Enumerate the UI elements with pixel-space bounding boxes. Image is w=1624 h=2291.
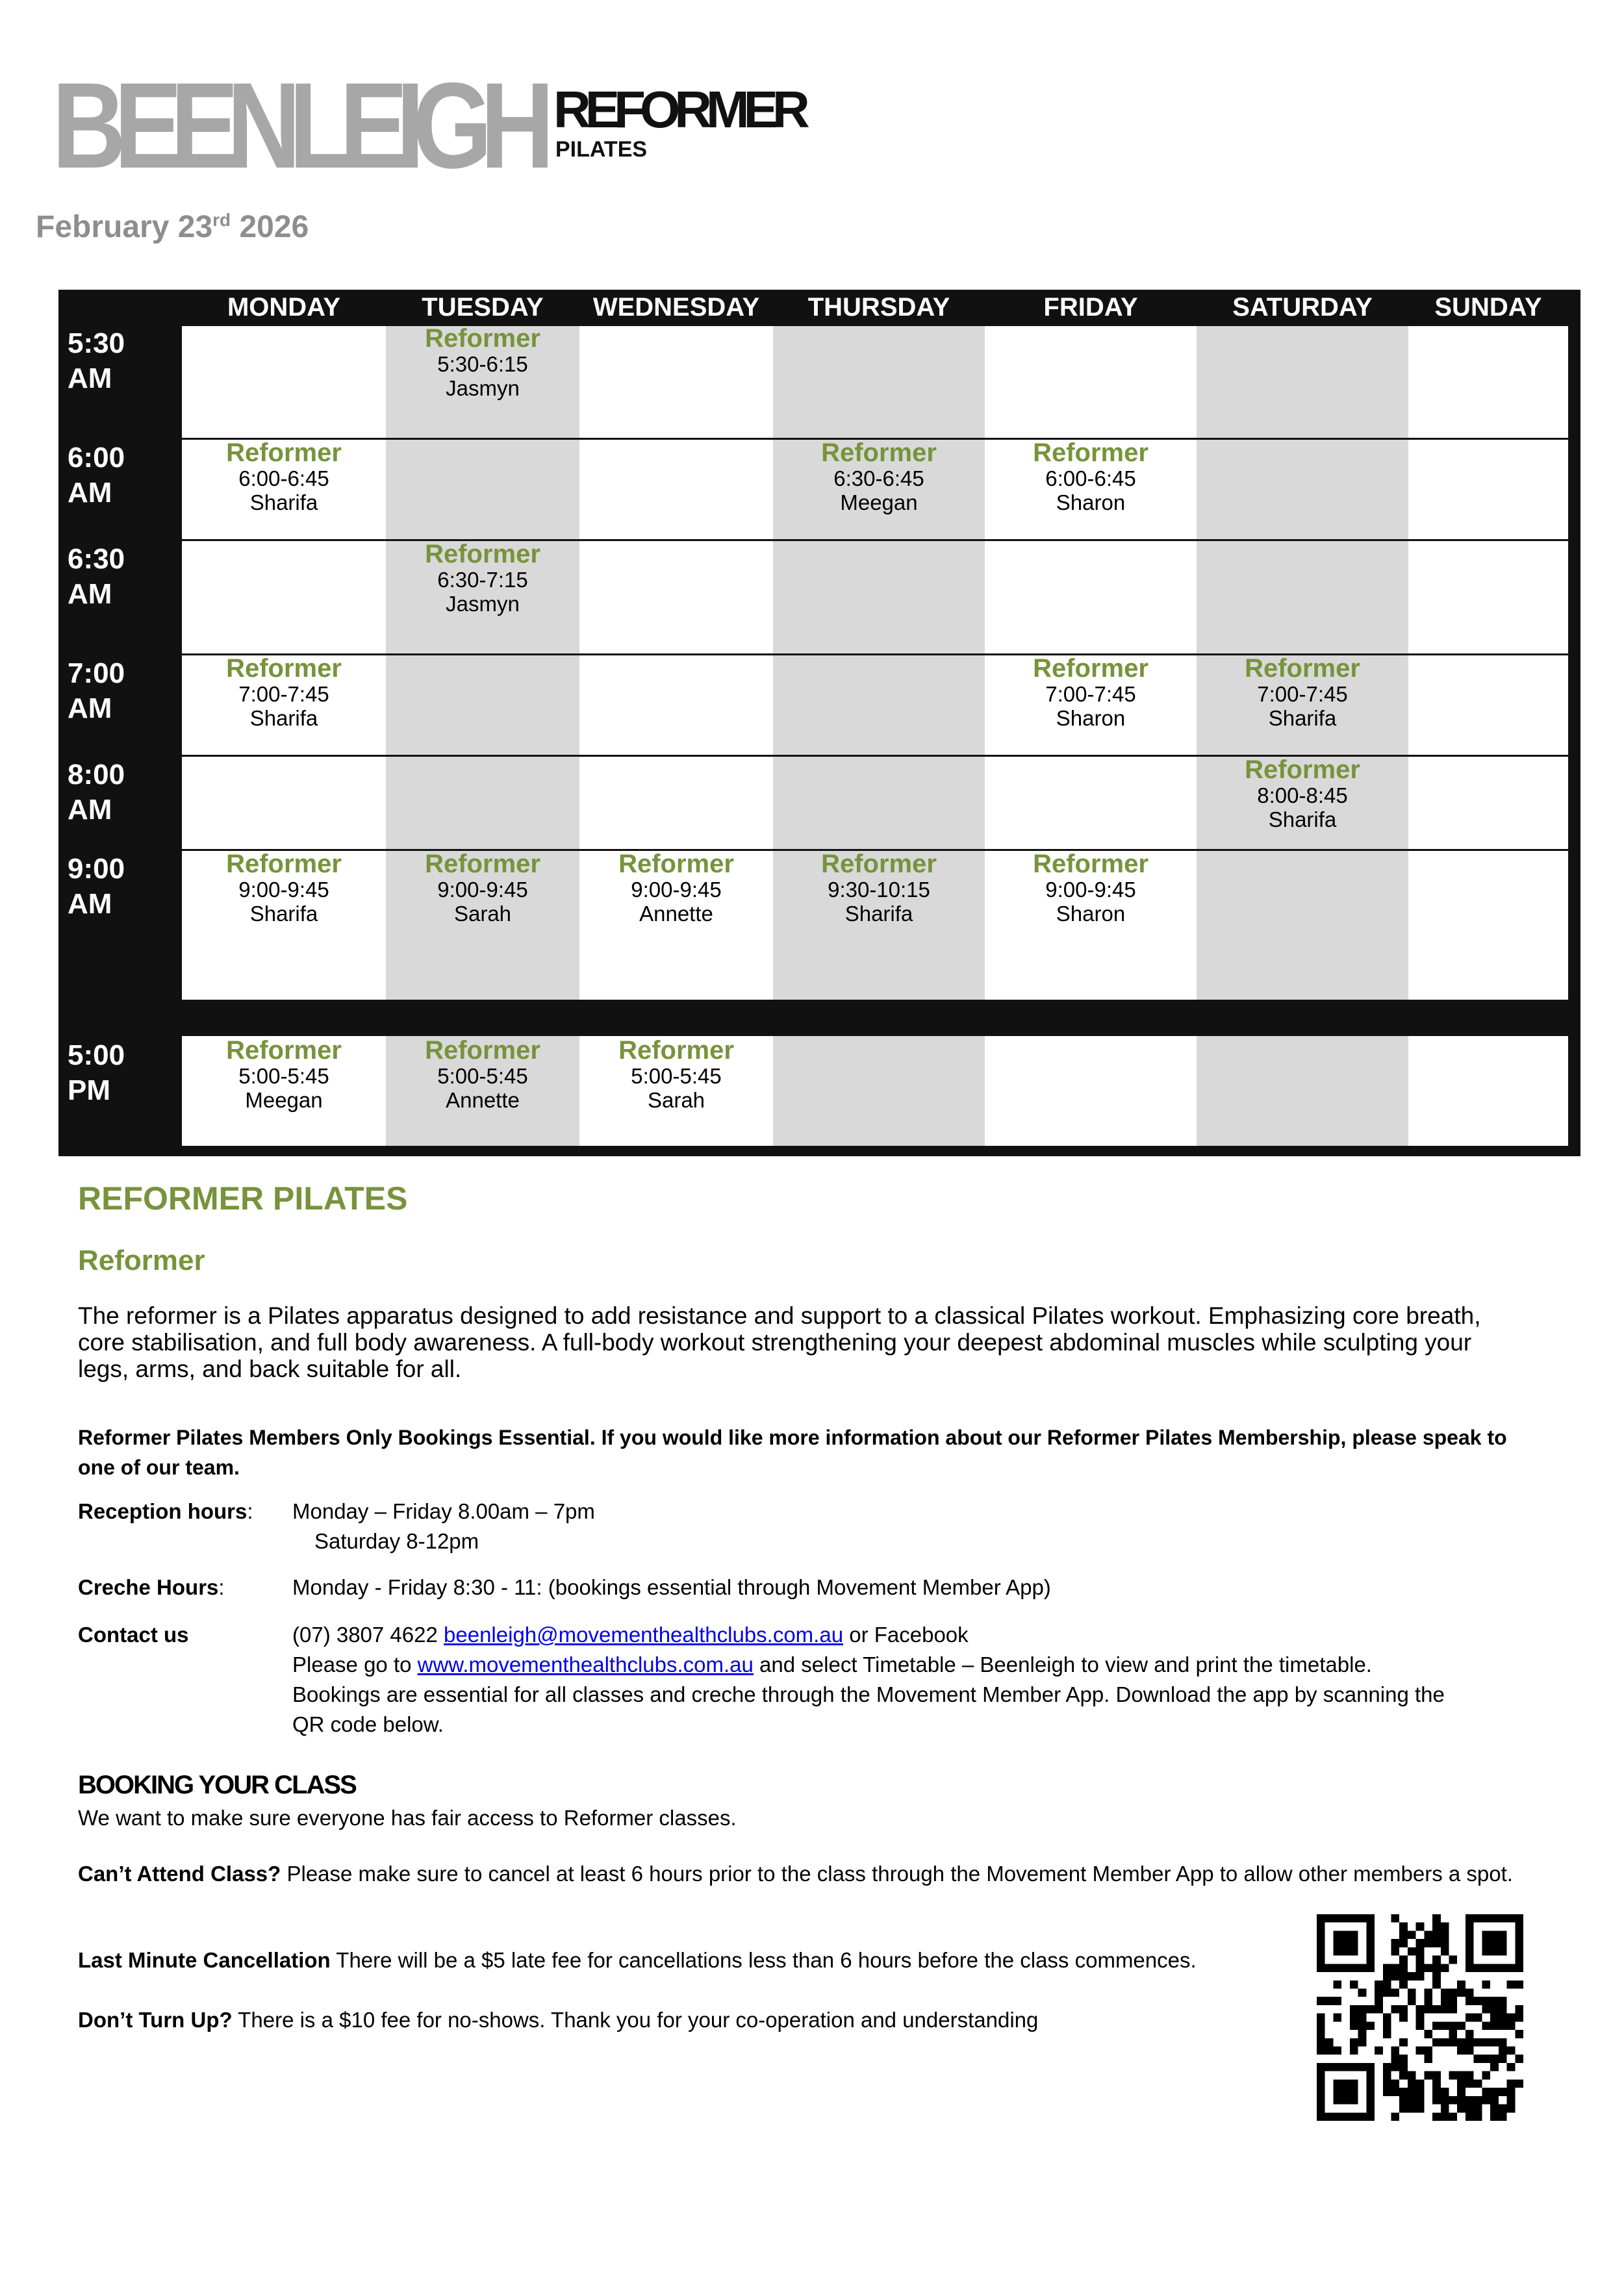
class-slot[interactable] [985, 655, 1197, 730]
website-link[interactable]: www.movementhealthclubs.com.au [417, 1652, 754, 1677]
day-header-sunday: SUNDAY [1434, 293, 1542, 322]
time-slot-label: 6:30 AM [68, 543, 125, 610]
email-link[interactable]: beenleigh@movementhealthclubs.com.au [444, 1623, 844, 1647]
day-header-thursday: THURSDAY [807, 293, 950, 322]
timetable-date [36, 209, 309, 245]
class-slot[interactable] [182, 439, 386, 514]
class-instructor: Sharifa [844, 902, 913, 926]
class-time: 6:30-7:15 [437, 568, 528, 592]
class-instructor: Sharifa [249, 706, 318, 730]
class-name: Reformer [1033, 438, 1148, 467]
class-time: 5:30-6:15 [437, 352, 528, 376]
class-time: 7:00-7:45 [1045, 682, 1136, 706]
class-slot[interactable] [182, 850, 386, 926]
creche-hours: Monday - Friday 8:30 - 11: (bookings essential through Movement Member App) [292, 1575, 1051, 1599]
reformer-description: The reformer is a Pilates apparatus designed to add resistance and support to a classical Pilates workout. Emphasizing core breath, core stabilisation, and full body awareness. A full-body workout strengthening your deepest abdominal muscles while sculpting your legs, arms, and back suitable for all. [78, 1302, 1481, 1382]
time-slot-label: 6:00 AM [68, 442, 125, 509]
phone-number[interactable]: (07) 3807 4622 [292, 1623, 444, 1647]
time-slot-label: 8:00 AM [68, 759, 125, 826]
class-instructor: Sharifa [249, 490, 318, 514]
class-slot[interactable] [1197, 756, 1408, 831]
class-time: 9:30-10:15 [828, 878, 930, 902]
class-slot[interactable] [182, 1037, 386, 1112]
logo-pilates: PILATES [555, 137, 648, 162]
class-slot[interactable] [579, 850, 773, 926]
class-name: Reformer [1245, 755, 1360, 784]
no-show-policy: Don’t Turn Up? There is a $10 fee for no-shows. Thank you for your co-operation and understanding [78, 2008, 1039, 2032]
class-time: 9:00-9:45 [1045, 878, 1136, 902]
class-instructor: Sharifa [1268, 807, 1337, 831]
date-suffix: rd [212, 210, 231, 230]
time-slot-label: 7:00 AM [68, 657, 125, 724]
class-slot[interactable] [386, 1037, 579, 1112]
section-subtitle: Reformer [78, 1245, 205, 1276]
class-name: Reformer [425, 324, 540, 353]
class-instructor: Meegan [245, 1088, 323, 1112]
logo-reformer: REFORMER [553, 81, 804, 138]
section-title: REFORMER PILATES [78, 1180, 408, 1217]
class-name: Reformer [425, 1036, 540, 1065]
class-time: 7:00-7:45 [238, 682, 329, 706]
class-name: Reformer [226, 1036, 342, 1065]
creche-label: Creche Hours: [78, 1575, 225, 1599]
class-instructor: Annette [639, 902, 713, 926]
class-instructor: Sharon [1056, 706, 1126, 730]
class-time: 9:00-9:45 [631, 878, 722, 902]
class-name: Reformer [821, 438, 937, 467]
class-name: Reformer [226, 438, 342, 467]
class-instructor: Sarah [453, 902, 512, 926]
class-time: 6:00-6:45 [238, 466, 329, 490]
class-instructor: Sharifa [1268, 706, 1337, 730]
class-instructor: Jasmyn [446, 592, 520, 616]
afternoon-break [182, 1000, 1568, 1036]
class-name: Reformer [226, 850, 342, 878]
time-slot-label: 9:00 AM [68, 853, 125, 920]
class-instructor: Meegan [840, 490, 918, 514]
class-slot[interactable] [579, 1037, 773, 1112]
contact-label: Contact us [78, 1623, 189, 1647]
cant-attend-policy: Can’t Attend Class? Please make sure to cancel at least 6 hours prior to the class through the Movement Member App to allow other members a spot. [78, 1862, 1513, 1886]
class-slot[interactable] [1197, 655, 1408, 730]
class-name: Reformer [821, 850, 937, 878]
class-time: 9:00-9:45 [437, 878, 528, 902]
date-main: February 23 [36, 210, 213, 244]
class-time: 9:00-9:45 [238, 878, 329, 902]
day-header-monday: MONDAY [227, 293, 341, 322]
class-time: 5:00-5:45 [437, 1064, 528, 1088]
class-name: Reformer [425, 540, 540, 568]
day-header-tuesday: TUESDAY [422, 293, 544, 322]
class-time: 5:00-5:45 [631, 1064, 722, 1088]
time-slot-label: 5:00 PM [68, 1039, 125, 1106]
class-time: 6:30-6:45 [833, 466, 924, 490]
class-slot[interactable] [182, 655, 386, 730]
class-slot[interactable] [386, 540, 579, 616]
date-year: 2026 [231, 210, 309, 244]
class-instructor: Sharon [1056, 902, 1126, 926]
class-name: Reformer [1033, 654, 1148, 683]
class-time: 6:00-6:45 [1045, 466, 1136, 490]
class-slot[interactable] [773, 439, 985, 514]
contact-details: (07) 3807 4622 beenleigh@movementhealthclubs.com.au or Facebook Please go to www.movementhealthclubs.com.au and select Timetable – Beenleigh to view and print the timetable. Bookings are essential for all classes and creche through the Movement Member App. Download the app by scanning the QR code below. [292, 1623, 1445, 1736]
booking-heading: BOOKING YOUR CLASS [78, 1771, 356, 1799]
class-instructor: Sharon [1056, 490, 1126, 514]
class-slot[interactable] [985, 439, 1197, 514]
class-instructor: Sarah [647, 1088, 705, 1112]
class-instructor: Annette [446, 1088, 520, 1112]
class-slot[interactable] [386, 850, 579, 926]
class-name: Reformer [226, 654, 342, 683]
logo-beenleigh: BEENLEIGH [52, 57, 542, 194]
class-name: Reformer [618, 1036, 734, 1065]
qr-code-icon[interactable] [1317, 1914, 1523, 2121]
class-slot[interactable] [985, 850, 1197, 926]
class-time: 5:00-5:45 [238, 1064, 329, 1088]
day-header-friday: FRIDAY [1043, 293, 1138, 322]
class-name: Reformer [425, 850, 540, 878]
class-time: 7:00-7:45 [1257, 682, 1348, 706]
day-header-wednesday: WEDNESDAY [592, 293, 760, 322]
late-cancellation-policy: Last Minute Cancellation There will be a $5 late fee for cancellations less than 6 hours before the class commences. [78, 1948, 1197, 1972]
class-slot[interactable] [386, 325, 579, 400]
class-timetable [58, 290, 1580, 1156]
class-name: Reformer [1033, 850, 1148, 878]
time-slot-label: 5:30 AM [68, 327, 125, 394]
class-name: Reformer [618, 850, 734, 878]
class-time: 8:00-8:45 [1257, 783, 1348, 807]
reception-hours: Monday – Friday 8.00am – 7pm Saturday 8-12pm [292, 1499, 595, 1553]
class-slot[interactable] [773, 850, 985, 926]
class-instructor: Sharifa [249, 902, 318, 926]
day-header-saturday: SATURDAY [1232, 293, 1373, 322]
booking-intro: We want to make sure everyone has fair access to Reformer classes. [78, 1806, 737, 1830]
class-name: Reformer [1245, 654, 1360, 683]
members-note: Reformer Pilates Members Only Bookings Essential. If you would like more information about our Reformer Pilates Membership, please speak to one of our team. [78, 1426, 1507, 1479]
reception-label: Reception hours: [78, 1499, 253, 1523]
class-instructor: Jasmyn [446, 376, 520, 400]
